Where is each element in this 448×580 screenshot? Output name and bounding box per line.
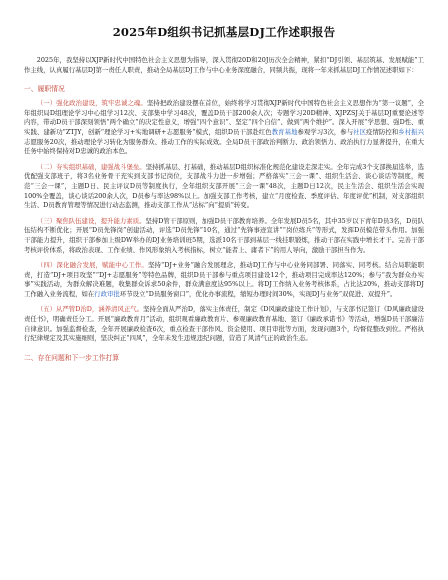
item-title: （一）强化政治建设，筑牢忠诚之魂。: [36, 99, 147, 108]
item-political-building: [24, 99, 424, 157]
item-text: 坚持D管干部原则，加强D员干部教育培养。全年发展D员5名，其中35岁以下青年D员3名，D员队伍结构不断优化；开展“D员先锋岗”创建活动，评选“D员先锋”10名，通过“先锋事迹宣讲”“岗位练兵”等形式，发挥D员模范带头作用。加强干部能力提升，组织干部参加上级DW举办的DJ业务培训班5期，选派10名干部到基层一线挂职锻炼，推动干部在实践中增长才干。完善干部考核评价体系，将政治表现、工作业绩、作风形象纳入考核指标，树立“能者上、庸者下”的用人导向，激励干部担当作为。: [24, 216, 424, 254]
item-title: （二）夯实组织基础，建强战斗堡垒。: [36, 162, 146, 171]
item-text: 疫情防控和: [366, 127, 399, 136]
rural-revitalization-link[interactable]: 乡村振兴: [398, 127, 425, 136]
administrative-approval-link[interactable]: 行政审批: [94, 289, 120, 298]
item-organization-building: [24, 163, 424, 211]
item-text: 坚持“DJ+业务”融合发展理念，推动DJ工作与中心业务同部署、同落实、同考核。结合局职能职责，打造“DJ+项目攻坚”“DJ+志愿服务”等特色品牌，组织D员干部参与重点项目建设12个，推动项目完成率达120%；参与“我为群众办实事”实践活动，为群众解决难题，收集群众诉求50余件，群众满意度达95%以上。将DJ工作纳入业务考核体系，占比达20%，推动支部将DJ工作融入业务流程，如在: [24, 261, 425, 298]
item-text: 坚持全面从严治D，落实主体责任，制定《D风廉政建设工作计划》，与支部书记签订《D风廉政建设责任书》，明确责任分工。开展“廉政教育月”活动，组织观看廉政教育片、参观廉政教育基地、签订《廉政承诺书》等活动，增强D员干部廉洁自律意识。加强监督检查，全年开展廉政检查6次，重点检查干部作风、资金使用、项目审批等方面，发现问题3个，均督促整改到位。严格执行纪律规定及其实施细则，坚决纠正“四风”，全年未发生违规违纪问题，营造了风清气正的政治生态。: [24, 305, 424, 343]
item-title: （五）从严管D治D，涵养清风正气。: [36, 305, 144, 314]
item-text: 志愿服务20次，推动理论学习转化为服务群众、推动工作的实际成效。全局D员干部政治判断力、政治领悟力、政治执行力显著提升，在重大任务中始终保持对D忠诚的政治本色。: [24, 137, 424, 156]
item-text: 坚持把政治建设摆在首位，始终将学习贯彻XJP新时代中国特色社会主义思想作为“第一议题”，全年组织局D组理论学习中心组学习12次、支部集中学习48次，覆盖D员干部200余人次；专题学习20D精神、XJPZSJ关于基层DJ重要论述等内容，带动D员干部深刻领悟“两个确立”的决定性意义，增强“四个意识”、坚定“四个自信”、做到“两个维护”。深入开展“学思想、强D性、重实践、建新功”ZTJY，创新“理论学习+实地调研+志愿服务”模式，组织D员干部赴红色: [24, 99, 424, 136]
section-heading-1: 一、履职情况: [24, 85, 65, 94]
item-text: 环节设立“D员服务窗口”，优化办事流程，缩短办理时间30%，实现DJ与业务“双促进、双提升”。: [119, 289, 397, 298]
item-title: （四）深化融合发展，赋能中心工作。: [36, 261, 148, 270]
item-text: 坚持抓基层、打基础，推动基层D组织标准化规范化建设走深走实。全年完成3个支部换届选举，选优配强支部班子，将3名业务骨干充实到支部书记岗位，支部战斗力进一步增强；严格落实“三会一课”、组织生活会、谈心谈话等制度，规范“三会一课”，主题D日、民主评议D员等制度执行，全年组织支部开展“三会一课”48次，主题D日12次，民主生活会、组织生活会实现100%全覆盖，谈心谈话200余人次，D员参与率达98%以上。加强支部工作考核，建立“月度检查、季度评估、年度评优”机制，对支部组织生活、D员教育管理等情况进行动态监测，推动支部工作从“达标”向“提质”转变。: [24, 162, 424, 210]
education-base-link[interactable]: 教育基地: [271, 127, 298, 136]
item-text: 参观学习3次，参与: [297, 127, 354, 136]
item-title: （三）聚焦队伍建设，提升能力素质。: [36, 216, 146, 225]
community-link[interactable]: 社区: [353, 127, 367, 136]
item-team-building: [24, 217, 424, 255]
item-strict-governance: [24, 305, 424, 343]
page-title: 2025年D组织书记抓基层DJ工作述职报告: [112, 25, 336, 39]
section-heading-2: 二、存在问题和下一步工作打算: [24, 353, 120, 362]
item-integrated-development: [24, 261, 424, 299]
intro-paragraph: 2025年，我坚持以XJP新时代中国特色社会主义思想为指导，深入贯彻20D和20J历次全会精神，紧扣“DJ引领、基层筑基、发展赋能”工作主线，认真履行基层DJ第一责任人职责，推动全局基层DJ工作与中心业务深度融合，同频共振，现将一年来抓基层DJ工作情况述职如下：: [24, 56, 424, 74]
